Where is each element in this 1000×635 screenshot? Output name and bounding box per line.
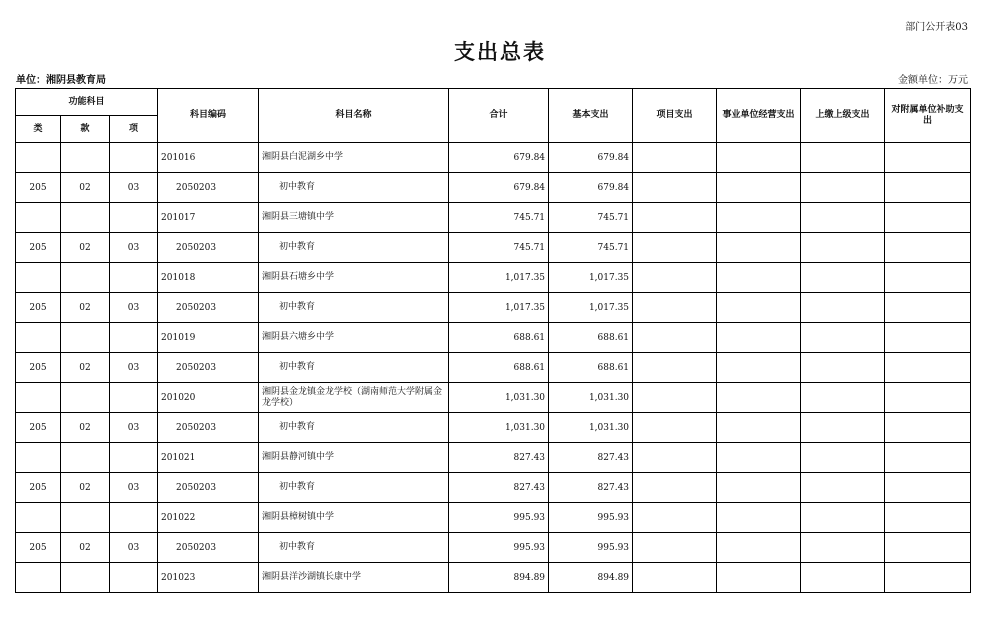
cell-kuan: 02	[61, 293, 110, 323]
cell-subsidy-expenditure	[885, 533, 971, 563]
cell-enterprise-expenditure	[717, 383, 801, 413]
cell-subsidy-expenditure	[885, 503, 971, 533]
cell-total: 1,017.35	[449, 263, 549, 293]
table-row	[16, 533, 971, 563]
cell-subject-name: 初中教育	[259, 293, 449, 323]
cell-enterprise-expenditure	[717, 533, 801, 563]
cell-total: 1,031.30	[449, 383, 549, 413]
table-row	[16, 353, 971, 383]
cell-lei	[16, 203, 61, 233]
header-kuan: 款	[61, 116, 110, 143]
table-row	[16, 203, 971, 233]
table-row	[16, 233, 971, 263]
cell-subject-name: 湘阴县三塘镇中学	[259, 203, 449, 233]
cell-xiang	[110, 563, 158, 593]
cell-total: 1,031.30	[449, 413, 549, 443]
cell-subsidy-expenditure	[885, 263, 971, 293]
cell-lei	[16, 143, 61, 173]
cell-enterprise-expenditure	[717, 413, 801, 443]
header-subject-code: 科目编码	[158, 89, 259, 143]
cell-basic-expenditure: 1,017.35	[549, 293, 633, 323]
cell-kuan: 02	[61, 413, 110, 443]
cell-subject-code: 2050203	[158, 293, 259, 323]
cell-project-expenditure	[633, 173, 717, 203]
cell-enterprise-expenditure	[717, 473, 801, 503]
cell-remit-expenditure	[801, 173, 885, 203]
cell-kuan	[61, 443, 110, 473]
cell-project-expenditure	[633, 563, 717, 593]
cell-enterprise-expenditure	[717, 503, 801, 533]
cell-xiang: 03	[110, 533, 158, 563]
cell-subject-code: 2050203	[158, 533, 259, 563]
cell-subject-name: 初中教育	[259, 353, 449, 383]
cell-lei	[16, 443, 61, 473]
table-row	[16, 563, 971, 593]
cell-basic-expenditure: 1,017.35	[549, 263, 633, 293]
table-row	[16, 473, 971, 503]
cell-project-expenditure	[633, 353, 717, 383]
cell-kuan	[61, 383, 110, 413]
cell-kuan	[61, 323, 110, 353]
cell-lei	[16, 563, 61, 593]
cell-subject-code: 201017	[158, 203, 259, 233]
cell-subject-code: 201018	[158, 263, 259, 293]
cell-project-expenditure	[633, 473, 717, 503]
cell-subject-name: 湘阴县石塘乡中学	[259, 263, 449, 293]
cell-lei: 205	[16, 233, 61, 263]
cell-project-expenditure	[633, 383, 717, 413]
cell-project-expenditure	[633, 413, 717, 443]
table-row	[16, 323, 971, 353]
cell-kuan: 02	[61, 473, 110, 503]
cell-subject-name: 初中教育	[259, 413, 449, 443]
cell-xiang	[110, 503, 158, 533]
cell-kuan	[61, 143, 110, 173]
cell-lei	[16, 263, 61, 293]
cell-subject-code: 201023	[158, 563, 259, 593]
header-enterprise-expenditure: 事业单位经营支出	[717, 89, 801, 143]
cell-xiang	[110, 143, 158, 173]
cell-subject-name: 湘阴县金龙镇金龙学校（湖南师范大学附属金龙学校）	[259, 383, 449, 413]
cell-total: 894.89	[449, 563, 549, 593]
cell-basic-expenditure: 1,031.30	[549, 383, 633, 413]
cell-enterprise-expenditure	[717, 353, 801, 383]
cell-xiang: 03	[110, 353, 158, 383]
cell-enterprise-expenditure	[717, 323, 801, 353]
cell-total: 995.93	[449, 533, 549, 563]
cell-project-expenditure	[633, 443, 717, 473]
cell-enterprise-expenditure	[717, 293, 801, 323]
header-subject-name: 科目名称	[259, 89, 449, 143]
cell-subject-code: 2050203	[158, 233, 259, 263]
cell-enterprise-expenditure	[717, 563, 801, 593]
cell-subject-name: 湘阴县樟树镇中学	[259, 503, 449, 533]
header-lei: 类	[16, 116, 61, 143]
cell-subject-name: 湘阴县静河镇中学	[259, 443, 449, 473]
cell-enterprise-expenditure	[717, 173, 801, 203]
cell-enterprise-expenditure	[717, 203, 801, 233]
cell-remit-expenditure	[801, 263, 885, 293]
cell-total: 745.71	[449, 203, 549, 233]
cell-subject-name: 初中教育	[259, 533, 449, 563]
table-row	[16, 143, 971, 173]
cell-subject-code: 2050203	[158, 413, 259, 443]
cell-lei	[16, 383, 61, 413]
cell-project-expenditure	[633, 143, 717, 173]
cell-remit-expenditure	[801, 473, 885, 503]
table-row	[16, 443, 971, 473]
cell-basic-expenditure: 745.71	[549, 203, 633, 233]
cell-subject-name: 湘阴县洋沙湖镇长康中学	[259, 563, 449, 593]
cell-basic-expenditure: 995.93	[549, 533, 633, 563]
header-remit-expenditure: 上缴上级支出	[801, 89, 885, 143]
cell-lei: 205	[16, 533, 61, 563]
cell-kuan: 02	[61, 233, 110, 263]
cell-subsidy-expenditure	[885, 473, 971, 503]
cell-remit-expenditure	[801, 143, 885, 173]
cell-basic-expenditure: 679.84	[549, 173, 633, 203]
cell-remit-expenditure	[801, 563, 885, 593]
cell-subject-name: 湘阴县白泥湖乡中学	[259, 143, 449, 173]
cell-remit-expenditure	[801, 503, 885, 533]
cell-project-expenditure	[633, 263, 717, 293]
cell-basic-expenditure: 827.43	[549, 443, 633, 473]
cell-total: 995.93	[449, 503, 549, 533]
cell-lei: 205	[16, 173, 61, 203]
cell-subject-code: 2050203	[158, 353, 259, 383]
cell-xiang	[110, 383, 158, 413]
expenditure-table	[15, 88, 971, 593]
cell-subsidy-expenditure	[885, 293, 971, 323]
header-project-expenditure: 项目支出	[633, 89, 717, 143]
table-header	[16, 89, 971, 143]
header-function-subject: 功能科目	[16, 89, 158, 116]
cell-total: 688.61	[449, 353, 549, 383]
cell-xiang: 03	[110, 173, 158, 203]
cell-xiang: 03	[110, 233, 158, 263]
cell-subsidy-expenditure	[885, 203, 971, 233]
cell-enterprise-expenditure	[717, 263, 801, 293]
cell-total: 679.84	[449, 173, 549, 203]
cell-enterprise-expenditure	[717, 443, 801, 473]
cell-remit-expenditure	[801, 443, 885, 473]
cell-kuan	[61, 203, 110, 233]
header-total: 合计	[449, 89, 549, 143]
cell-xiang	[110, 323, 158, 353]
cell-project-expenditure	[633, 293, 717, 323]
cell-lei	[16, 323, 61, 353]
cell-remit-expenditure	[801, 233, 885, 263]
cell-total: 745.71	[449, 233, 549, 263]
cell-subject-code: 2050203	[158, 473, 259, 503]
cell-xiang: 03	[110, 473, 158, 503]
table-row	[16, 383, 971, 413]
cell-remit-expenditure	[801, 383, 885, 413]
cell-xiang	[110, 203, 158, 233]
table-row	[16, 293, 971, 323]
cell-subject-code: 2050203	[158, 173, 259, 203]
cell-basic-expenditure: 688.61	[549, 323, 633, 353]
cell-xiang	[110, 263, 158, 293]
cell-remit-expenditure	[801, 293, 885, 323]
cell-xiang: 03	[110, 293, 158, 323]
cell-total: 1,017.35	[449, 293, 549, 323]
cell-lei: 205	[16, 413, 61, 443]
cell-subject-name: 初中教育	[259, 233, 449, 263]
cell-subsidy-expenditure	[885, 563, 971, 593]
cell-subject-code: 201022	[158, 503, 259, 533]
cell-subject-code: 201016	[158, 143, 259, 173]
cell-basic-expenditure: 679.84	[549, 143, 633, 173]
cell-subsidy-expenditure	[885, 173, 971, 203]
cell-project-expenditure	[633, 533, 717, 563]
cell-project-expenditure	[633, 203, 717, 233]
cell-subject-name: 初中教育	[259, 173, 449, 203]
cell-basic-expenditure: 1,031.30	[549, 413, 633, 443]
cell-subsidy-expenditure	[885, 323, 971, 353]
cell-kuan	[61, 263, 110, 293]
cell-kuan: 02	[61, 173, 110, 203]
cell-xiang	[110, 443, 158, 473]
cell-basic-expenditure: 745.71	[549, 233, 633, 263]
cell-remit-expenditure	[801, 203, 885, 233]
cell-basic-expenditure: 995.93	[549, 503, 633, 533]
cell-subsidy-expenditure	[885, 383, 971, 413]
table-row	[16, 173, 971, 203]
cell-lei: 205	[16, 293, 61, 323]
cell-kuan: 02	[61, 353, 110, 383]
header-xiang: 项	[110, 116, 158, 143]
cell-subsidy-expenditure	[885, 233, 971, 263]
cell-subsidy-expenditure	[885, 443, 971, 473]
table-row	[16, 263, 971, 293]
cell-subject-code: 201020	[158, 383, 259, 413]
cell-remit-expenditure	[801, 323, 885, 353]
cell-project-expenditure	[633, 323, 717, 353]
cell-total: 688.61	[449, 323, 549, 353]
table-body	[16, 143, 971, 593]
form-number: 部门公开表03	[905, 22, 968, 33]
table-row	[16, 503, 971, 533]
cell-xiang: 03	[110, 413, 158, 443]
cell-subsidy-expenditure	[885, 143, 971, 173]
header-basic-expenditure: 基本支出	[549, 89, 633, 143]
cell-basic-expenditure: 894.89	[549, 563, 633, 593]
cell-remit-expenditure	[801, 413, 885, 443]
unit-label: 单位：湘阴县教育局	[16, 75, 106, 86]
header-subsidy-expenditure: 对附属单位补助支出	[885, 89, 971, 143]
cell-kuan: 02	[61, 533, 110, 563]
cell-subject-name: 初中教育	[259, 473, 449, 503]
cell-lei	[16, 503, 61, 533]
cell-remit-expenditure	[801, 353, 885, 383]
cell-lei: 205	[16, 473, 61, 503]
cell-basic-expenditure: 827.43	[549, 473, 633, 503]
cell-total: 827.43	[449, 443, 549, 473]
cell-total: 827.43	[449, 473, 549, 503]
cell-kuan	[61, 563, 110, 593]
cell-project-expenditure	[633, 503, 717, 533]
cell-project-expenditure	[633, 233, 717, 263]
cell-subject-code: 201019	[158, 323, 259, 353]
cell-subsidy-expenditure	[885, 413, 971, 443]
cell-enterprise-expenditure	[717, 233, 801, 263]
cell-subject-name: 湘阴县六塘乡中学	[259, 323, 449, 353]
cell-total: 679.84	[449, 143, 549, 173]
page-title: 支出总表	[454, 40, 546, 64]
cell-basic-expenditure: 688.61	[549, 353, 633, 383]
cell-subsidy-expenditure	[885, 353, 971, 383]
table-row	[16, 413, 971, 443]
cell-kuan	[61, 503, 110, 533]
cell-remit-expenditure	[801, 533, 885, 563]
currency-unit-label: 金额单位：万元	[898, 75, 968, 86]
cell-subject-code: 201021	[158, 443, 259, 473]
cell-lei: 205	[16, 353, 61, 383]
cell-enterprise-expenditure	[717, 143, 801, 173]
